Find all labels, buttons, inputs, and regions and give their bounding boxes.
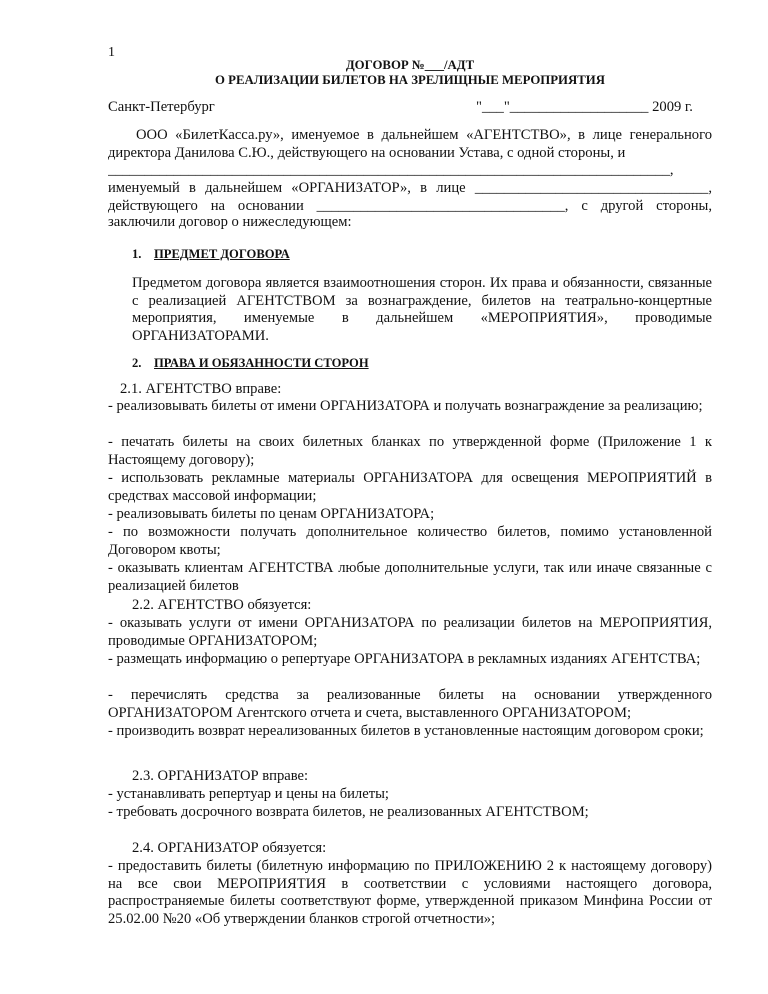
s21-item: - по возможности получать дополнительное количество билетов, помимо установленной Договором квоты; <box>108 524 712 558</box>
s24-item: - предоставить билеты (билетную информацию по ПРИЛОЖЕНИЮ 2 к настоящему договору) на все свои МЕРОПРИЯТИЯ в соответствии с условиями настоящего договора, распространяемые билеты соответствуют форме, утвержденной приказом Минфина России от 25.02.00 №20 «Об утверждении бланков строгой отчетности»; <box>108 858 712 927</box>
s21-item: - оказывать клиентам АГЕНТСТВА любые дополнительные услуги, так или иначе связанные с реализацией билетов <box>108 560 712 594</box>
section-1-heading <box>132 246 290 264</box>
title-line-2: О РЕАЛИЗАЦИИ БИЛЕТОВ НА ЗРЕЛИЩНЫЕ МЕРОПРИЯТИЯ <box>215 73 605 87</box>
subsection-2-3-title: 2.3. ОРГАНИЗАТОР вправе: <box>132 768 309 784</box>
section-2-title: ПРАВА И ОБЯЗАННОСТИ СТОРОН <box>154 356 369 370</box>
preamble-blank-line: _____________________________________________________________________________, <box>108 162 674 178</box>
s21-item: - печатать билеты на своих билетных бланках по утвержденной форме (Приложение 1 к Настоящему договору); <box>108 434 712 468</box>
s21-item: - реализовывать билеты по ценам ОРГАНИЗАТОРА; <box>108 506 435 522</box>
contract-title <box>108 58 712 88</box>
title-line-1: ДОГОВОР №___/АДТ <box>345 58 475 72</box>
section-1-title: ПРЕДМЕТ ДОГОВОРА <box>154 247 290 261</box>
s22-item: - размещать информацию о репертуаре ОРГАНИЗАТОРА в рекламных изданиях АГЕНТСТВА; <box>108 651 701 667</box>
s22-item: - оказывать услуги от имени ОРГАНИЗАТОРА по реализации билетов на МЕРОПРИЯТИЯ, проводимые ОРГАНИЗАТОРОМ; <box>108 615 712 649</box>
s21-item: - использовать рекламные материалы ОРГАНИЗАТОРА для освещения МЕРОПРИЯТИЙ в средствах массовой информации; <box>108 470 712 504</box>
subsection-2-4-title: 2.4. ОРГАНИЗАТОР обязуется: <box>132 840 327 856</box>
city: Санкт-Петербург <box>108 99 215 115</box>
s22-item: - перечислять средства за реализованные билеты на основании утвержденного ОРГАНИЗАТОРОМ Агентского отчета и счета, выставленного ОРГАНИЗАТОРОМ; <box>108 687 712 721</box>
s23-item: - требовать досрочного возврата билетов, не реализованных АГЕНТСТВОМ; <box>108 804 589 820</box>
preamble-paragraph: ООО «БилетКасса.ру», именуемое в дальнейшем «АГЕНТСТВО», в лице генерального директора Данилова С.Ю., действующего на основании Устава, с одной стороны, и <box>108 127 712 161</box>
preamble-conclusion: заключили договор о нижеследующем: <box>108 214 352 230</box>
subsection-2-2-title: 2.2. АГЕНТСТВО обязуется: <box>132 597 312 613</box>
subsection-2-1-title: 2.1. АГЕНТСТВО вправе: <box>120 381 282 397</box>
s22-item: - производить возврат нереализованных билетов в установленные настоящим договором сроки; <box>108 723 704 739</box>
contract-date: "___"___________________ 2009 г. <box>476 99 693 115</box>
section-2-heading <box>132 355 369 373</box>
section-1-number: 1. <box>132 247 142 261</box>
preamble-basis-line: действующего на основании __________________________________, с другой стороны, <box>108 198 712 214</box>
place-date-line <box>108 99 712 117</box>
preamble-organizer-line: именуемый в дальнейшем «ОРГАНИЗАТОР», в лице ________________________________, <box>108 180 712 196</box>
s23-item: - устанавливать репертуар и цены на билеты; <box>108 786 389 802</box>
section-2-number: 2. <box>132 356 142 370</box>
s21-item: - реализовывать билеты от имени ОРГАНИЗАТОРА и получать вознаграждение за реализацию; <box>108 398 703 414</box>
page-number: 1 <box>108 45 115 60</box>
section-1-text: Предметом договора является взаимоотношения сторон. Их права и обязанности, связанные с реализацией АГЕНТСТВОМ за вознаграждение, билетов на театрально-концертные мероприятия, именуемые в дальнейшем «МЕРОПРИЯТИЯ», проводимые ОРГАНИЗАТОРАМИ. <box>132 275 712 344</box>
